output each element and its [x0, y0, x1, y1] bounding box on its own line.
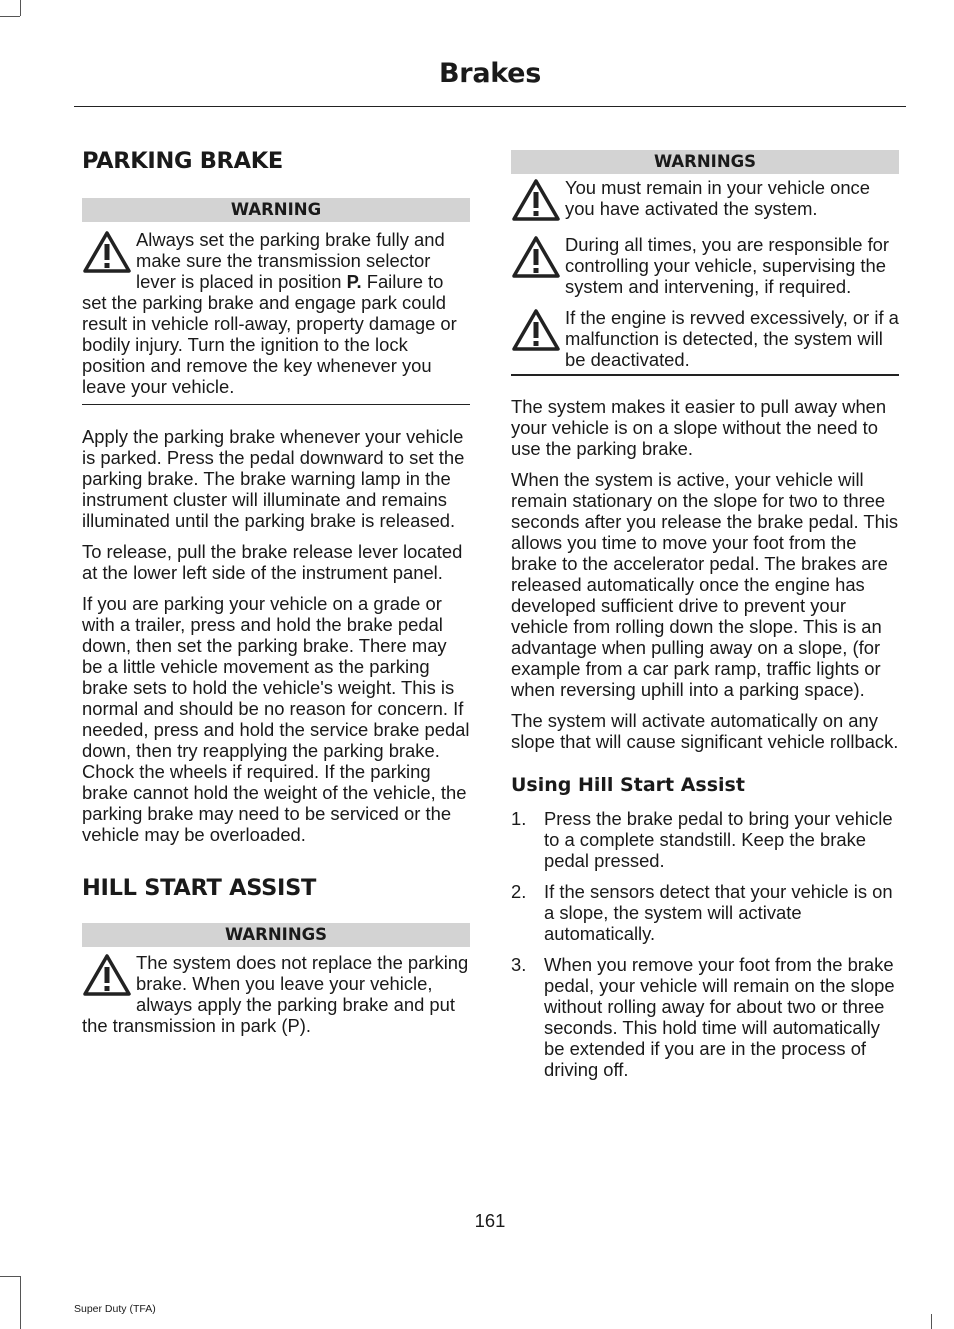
- warning-triangle-icon: [82, 230, 132, 274]
- crop-mark: [0, 1276, 20, 1277]
- warning-triangle-icon: [511, 308, 561, 352]
- warning-bar: WARNING: [82, 198, 470, 222]
- warning-text: The system does not replace the parking brake. When you leave your vehicle, always apply the parking brake and put the transmission in park (P).: [82, 952, 469, 1036]
- warning-triangle-icon: [511, 235, 561, 279]
- body-paragraph: Apply the parking brake whenever your vehicle is parked. Press the pedal downward to set the parking brake. The brake warning lamp in the instrument cluster will illuminate and remains illuminated until the parking brake is released.: [82, 426, 465, 531]
- crop-mark: [931, 1314, 932, 1329]
- list-item: 3. When you remove your foot from the brake pedal, your vehicle will remain on the slope without rolling away for about two or three seconds. This hold time will automatically be extended if you are in the process of driving off.: [511, 954, 895, 1080]
- warning-item: [511, 177, 899, 222]
- using-hill-start-assist-heading: Using Hill Start Assist: [511, 774, 745, 796]
- warning-triangle-icon: [82, 953, 132, 997]
- warning-text: You must remain in your vehicle once you have activated the system.: [565, 177, 870, 219]
- warning-item: [511, 234, 899, 297]
- warning-item: [511, 307, 899, 370]
- page-number: 161: [474, 1210, 506, 1231]
- warning-text: If the engine is revved excessively, or if a malfunction is detected, the system will be deactivated.: [565, 307, 899, 370]
- page-title: Brakes: [439, 58, 541, 89]
- parking-brake-heading: PARKING BRAKE: [82, 148, 283, 174]
- footer-label: Super Duty (TFA): [74, 1303, 156, 1315]
- header-divider: [74, 106, 906, 107]
- hill-start-assist-heading: HILL START ASSIST: [82, 875, 317, 901]
- body-paragraph: To release, pull the brake release lever located at the lower left side of the instrument panel.: [82, 541, 463, 583]
- right-column: [511, 150, 899, 1090]
- left-column: [82, 146, 470, 1036]
- crop-mark: [20, 0, 21, 16]
- body-paragraph: The system makes it easier to pull away when your vehicle is on a slope without the need to use the parking brake.: [511, 396, 887, 459]
- warnings-bar: WARNINGS: [82, 923, 470, 947]
- warning-item: [82, 229, 470, 397]
- warning-text: During all times, you are responsible for controlling your vehicle, supervising the system and intervening, if required.: [565, 234, 890, 297]
- warnings-bar: WARNINGS: [511, 150, 899, 174]
- list-item: 2. If the sensors detect that your vehicle is on a slope, the system will activate automatically.: [511, 881, 893, 944]
- crop-mark: [20, 1276, 21, 1329]
- warning-item: [82, 952, 470, 1036]
- body-paragraph: When the system is active, your vehicle will remain stationary on the slope for two to three seconds after you release the brake pedal. This allows you time to move your foot from the brake to the accelerator pedal. The brakes are released automatically once the engine has developed sufficient drive to prevent your vehicle from rolling down the slope. This is an advantage when pulling away on a slope, (for example from a car park ramp, traffic lights or when reversing uphill into a parking space).: [511, 469, 899, 700]
- body-paragraph: If you are parking your vehicle on a grade or with a trailer, press and hold the brake pedal down, then set the parking brake. There may be a little vehicle movement as the parking brake sets to hold the vehicle's weight. This is normal and should be no reason for concern. If needed, press and hold the service brake pedal down, then try reapplying the parking brake. Chock the wheels if required. If the parking brake cannot hold the weight of the vehicle, the parking brake may need to be serviced or the vehicle may be overloaded.: [82, 593, 470, 845]
- crop-mark: [0, 16, 20, 17]
- warning-text: Always set the parking brake fully and make sure the transmission selector lever is placed in position P. Failure to set the parking brake and engage park could result in vehicle roll-away, property damage or bodily injury. Turn the ignition to the lock position and remove the key whenever you leave your vehicle.: [82, 229, 457, 397]
- steps-list: [511, 808, 899, 1080]
- list-item: 1. Press the brake pedal to bring your vehicle to a complete standstill. Keep the brake pedal pressed.: [511, 808, 893, 871]
- body-paragraph: The system will activate automatically on any slope that will cause significant vehicle rollback.: [511, 710, 899, 752]
- warning-triangle-icon: [511, 178, 561, 222]
